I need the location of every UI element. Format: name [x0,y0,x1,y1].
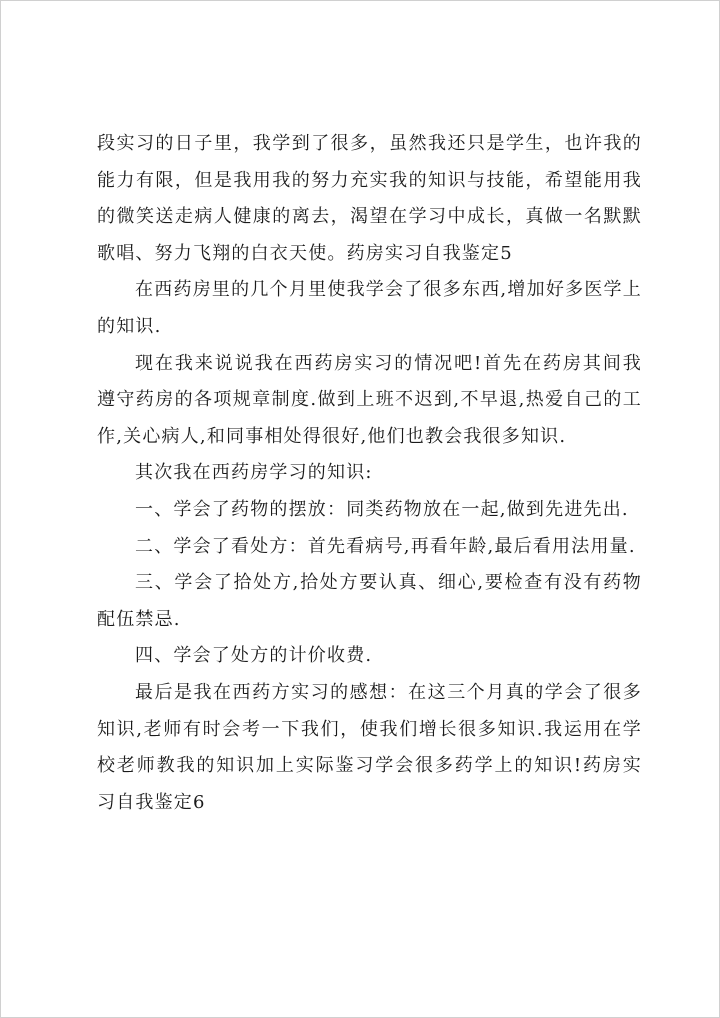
paragraph-2: 在西药房里的几个月里使我学会了很多东西,增加好多医学上的知识. [97,279,642,337]
paragraph-1: 段实习的日子里，我学到了很多，虽然我还只是学生，也许我的能力有限，但是我用我的努力充实我的知识与技能，希望能用我的微笑送走病人健康的离去，渴望在学习中成长，真做一名默默歌唱、努力飞翔的白衣天使。药房实习自我鉴定5 [97,133,642,264]
document-body [97,126,642,821]
paragraph-8: 四、学会了处方的计价收费. [135,645,373,667]
paragraph-3: 现在我来说说我在西药房实习的情况吧!首先在药房其间我遵守药房的各项规章制度.做到上班不迟到,不早退,热爱自己的工作,关心病人,和同事相处得很好,他们也教会我很多知识. [97,352,642,447]
paragraph-7: 三、学会了拾处方,拾处方要认真、细心,要检查有没有药物配伍禁忌. [97,572,642,630]
paragraph-5: 一、学会了药物的摆放：同类药物放在一起,做到先进先出. [135,498,629,520]
paragraph-6: 二、学会了看处方：首先看病号,再看年龄,最后看用法用量. [135,535,636,557]
paragraph-4: 其次我在西药房学习的知识: [135,462,373,484]
paragraph-9: 最后是我在西药方实习的感想：在这三个月真的学会了很多知识,老师有时会考一下我们，使我们增长很多知识.我运用在学校老师教我的知识加上实际鉴习学会很多药学上的知识!药房实习自我鉴定6 [97,681,642,813]
